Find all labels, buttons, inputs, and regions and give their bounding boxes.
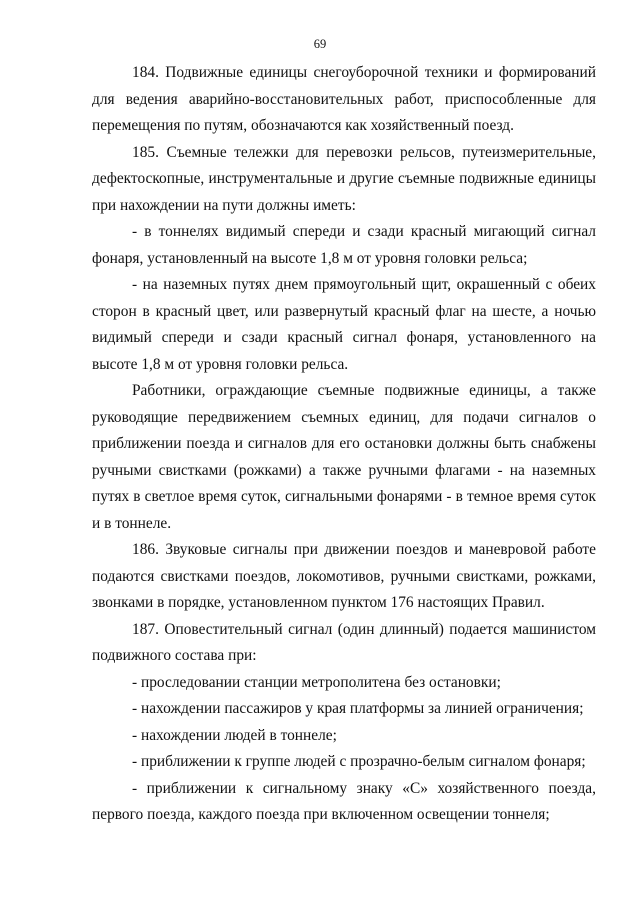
list-item-tunnel-lamp: - в тоннелях видимый спереди и сзади красный мигающий сигнал фонаря, установленный на высоте 1,8 м от уровня головки рельса; [92,223,596,267]
list-item-people-in-tunnel: - нахождении людей в тоннеле; [132,726,337,744]
list-item-surface-signal: - на наземных путях днем прямоугольный щит, окрашенный с обеих сторон в красный цвет, или развернутый красный флаг на шесте, а ночью видимый спереди и сзади красный сигнал фонаря, установленного на высоте 1,8 м от уровня головки рельса. [92,276,596,373]
list-item-sign-c: - приближении к сигнальному знаку «С» хозяйственного поезда, первого поезда, каждого поезда при включенном освещении тоннеля; [92,779,596,823]
paragraph-184: 184. Подвижные единицы снегоуборочной техники и формирований для ведения аварийно-восстановительных работ, приспособленные для перемещения по путям, обозначаются как хозяйственный поезд. [92,64,596,134]
list-item-platform-edge: - нахождении пассажиров у края платформы за линией ограничения; [132,700,584,717]
paragraph-185: 185. Съемные тележки для перевозки рельсов, путеизмерительные, дефектоскопные, инструментальные и другие съемные подвижные единицы при нахождении на пути должны иметь: [92,143,596,214]
page-number: 69 [313,37,327,51]
paragraph-186: 186. Звуковые сигналы при движении поездов и маневровой работе подаются свистками поездов, локомотивов, ручными свистками, рожками, звонками в порядке, установленном пунктом 176 настоящих Правил. [92,541,596,611]
list-item-station-pass: - проследовании станции метрополитена без остановки; [132,673,501,691]
paragraph-workers: Работники, ограждающие съемные подвижные единицы, а также руководящие передвижением съемных единиц, для подачи сигналов о приближении поезда и сигналов для его остановки должны быть снабжены ручными свистками (рожками) а также ручными флагами - на наземных путях в светлое время суток, сигнальными фонарями - в темное время суток и в тоннеле. [92,382,596,532]
paragraph-187: 187. Оповестительный сигнал (один длинный) подается машинистом подвижного состава при: [92,620,596,664]
list-item-white-signal-group: - приближении к группе людей с прозрачно-белым сигналом фонаря; [132,753,586,770]
document-body [92,60,596,829]
